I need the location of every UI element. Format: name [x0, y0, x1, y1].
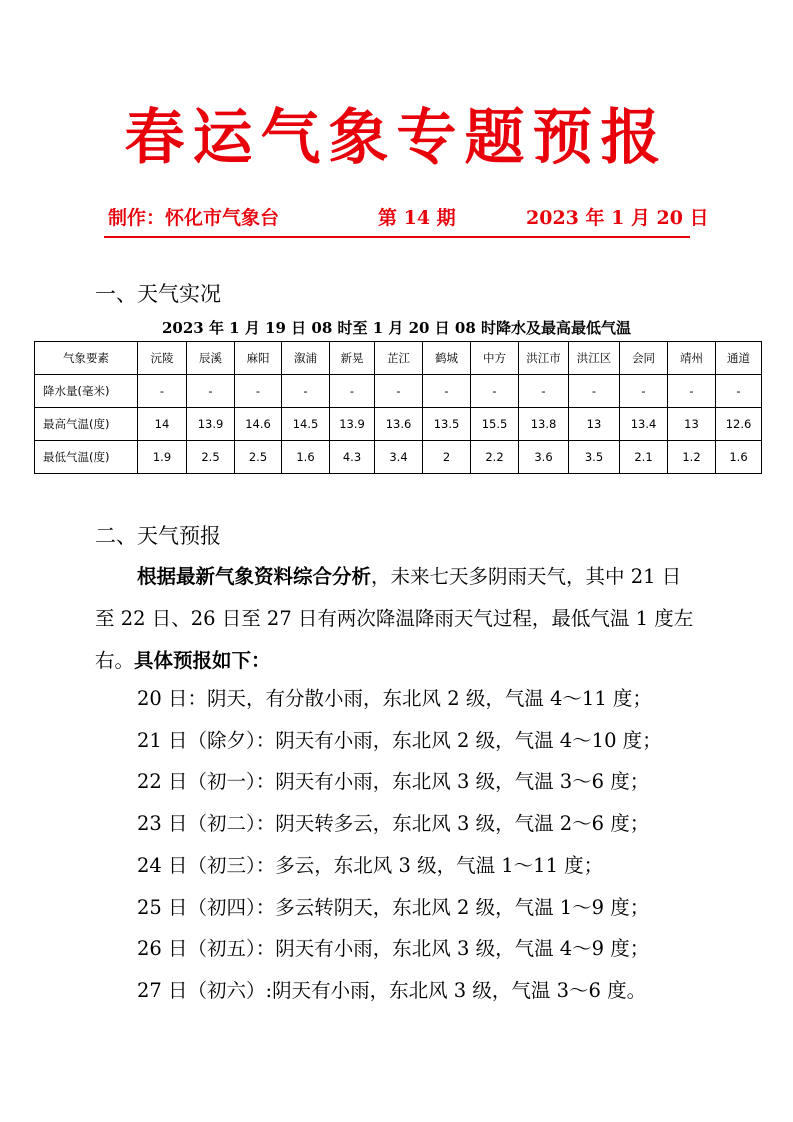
- table-row-label: 最低气温(度): [35, 441, 138, 474]
- table-cell: 1.2: [668, 441, 716, 474]
- observation-table: [34, 341, 762, 474]
- table-header-cell: 中方: [471, 342, 519, 375]
- forecast-line: 26 日（初五）：阴天有小雨，东北风 3 级，气温 4～9 度；: [137, 937, 650, 960]
- table-header-cell: 芷江: [375, 342, 423, 375]
- forecast-line: 20 日：阴天，有分散小雨，东北风 2 级，气温 4～11 度；: [137, 687, 652, 710]
- table-cell: 3.6: [519, 441, 569, 474]
- summary-text: ，未来七天多阴雨天气，其中 21 日至 22 日、26 日至 27 日有两次降温降雨天气过程，最低气温 1 度左右。: [95, 565, 694, 672]
- table-cell: 4.3: [330, 441, 375, 474]
- table-cell: -: [423, 375, 471, 408]
- table-cell: 12.6: [716, 408, 762, 441]
- table-row-label: 降水量(毫米): [35, 375, 138, 408]
- table-cell: -: [282, 375, 330, 408]
- forecast-line: 27 日（初六）:阴天有小雨，东北风 3 级，气温 3～6 度。: [137, 979, 647, 1002]
- table-header-cell: 靖州: [668, 342, 716, 375]
- table-row: [35, 441, 762, 474]
- table-cell: 13.9: [187, 408, 235, 441]
- forecast-line: 23 日（初二）：阴天转多云，东北风 3 级，气温 2～6 度；: [137, 812, 650, 835]
- page-title: 春运气象专题预报: [124, 103, 669, 173]
- table-cell: 14: [138, 408, 187, 441]
- table-cell: -: [668, 375, 716, 408]
- table-cell: -: [235, 375, 282, 408]
- table-header-cell: 气象要素: [35, 342, 138, 375]
- table-cell: 1.9: [138, 441, 187, 474]
- table-row: [35, 408, 762, 441]
- table-cell: 15.5: [471, 408, 519, 441]
- table-cell: 2.2: [471, 441, 519, 474]
- table-header-cell: 新晃: [330, 342, 375, 375]
- table-row: [35, 375, 762, 408]
- table-cell: -: [330, 375, 375, 408]
- forecast-line: 25 日（初四）：多云转阴天，东北风 2 级，气温 1～9 度；: [137, 896, 650, 919]
- table-cell: -: [519, 375, 569, 408]
- table-header-cell: 洪江市: [519, 342, 569, 375]
- table-cell: -: [375, 375, 423, 408]
- table-cell: 14.5: [282, 408, 330, 441]
- forecast-line: 24 日（初三）：多云，东北风 3 级，气温 1～11 度；: [137, 854, 604, 877]
- table-cell: -: [471, 375, 519, 408]
- header-divider: [104, 236, 690, 238]
- forecast-line: 22 日（初一）：阴天有小雨，东北风 3 级，气温 3～6 度；: [137, 770, 650, 793]
- table-cell: 2.5: [187, 441, 235, 474]
- section-heading-observation: 一、天气实况: [95, 282, 221, 306]
- table-header-row: [35, 342, 762, 375]
- issue-date: 2023 年 1 月 20 日: [526, 207, 709, 229]
- table-cell: 2.5: [235, 441, 282, 474]
- table-cell: 3.4: [375, 441, 423, 474]
- summary-lead: 根据最新气象资料综合分析: [137, 565, 372, 588]
- table-header-cell: 鹤城: [423, 342, 471, 375]
- table-header-cell: 麻阳: [235, 342, 282, 375]
- table-cell: 13.9: [330, 408, 375, 441]
- table-cell: -: [620, 375, 668, 408]
- table-cell: -: [716, 375, 762, 408]
- table-cell: 13: [569, 408, 620, 441]
- summary-tail: 具体预报如下：: [134, 649, 271, 672]
- table-header-cell: 沅陵: [138, 342, 187, 375]
- table-cell: 13.4: [620, 408, 668, 441]
- table-cell: 1.6: [282, 441, 330, 474]
- forecast-summary: [95, 556, 695, 682]
- table-cell: -: [187, 375, 235, 408]
- table-row-label: 最高气温(度): [35, 408, 138, 441]
- issuer: 制作：怀化市气象台: [108, 207, 280, 229]
- table-cell: 13.6: [375, 408, 423, 441]
- table-header-cell: 辰溪: [187, 342, 235, 375]
- table-cell: -: [138, 375, 187, 408]
- issue-number: 第 14 期: [378, 207, 456, 229]
- table-cell: 14.6: [235, 408, 282, 441]
- table-cell: -: [569, 375, 620, 408]
- section-heading-forecast: 二、天气预报: [95, 524, 221, 548]
- table-cell: 13.5: [423, 408, 471, 441]
- table-cell: 13.8: [519, 408, 569, 441]
- table-cell: 3.5: [569, 441, 620, 474]
- table-cell: 13: [668, 408, 716, 441]
- table-header-cell: 溆浦: [282, 342, 330, 375]
- forecast-line: 21 日（除夕）：阴天有小雨，东北风 2 级，气温 4～10 度；: [137, 729, 662, 752]
- table-header-cell: 通道: [716, 342, 762, 375]
- table-caption: 2023 年 1 月 19 日 08 时至 1 月 20 日 08 时降水及最高最低气温: [161, 319, 631, 337]
- table-header-cell: 洪江区: [569, 342, 620, 375]
- table-cell: 1.6: [716, 441, 762, 474]
- table-cell: 2.1: [620, 441, 668, 474]
- table-cell: 2: [423, 441, 471, 474]
- table-header-cell: 会同: [620, 342, 668, 375]
